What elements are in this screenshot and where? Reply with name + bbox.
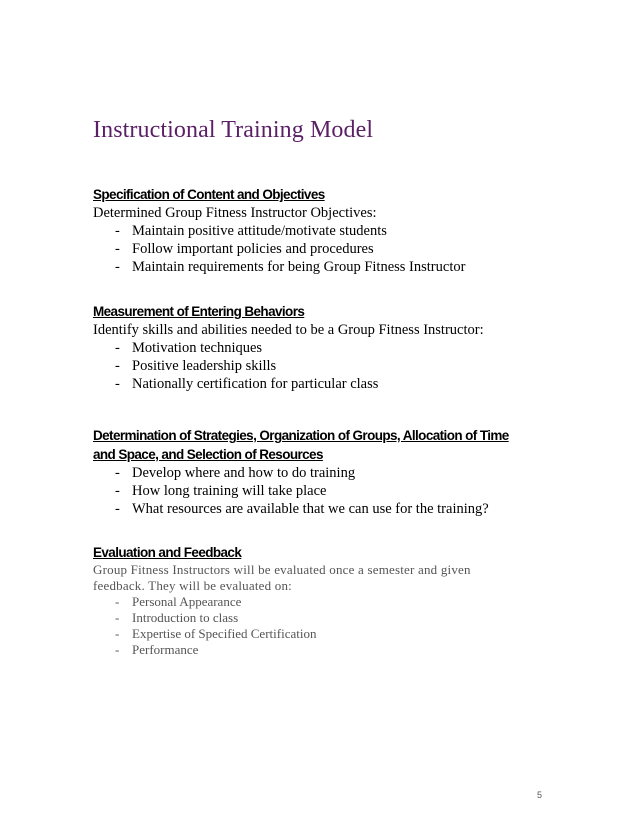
bullet-list	[93, 594, 563, 658]
section-specification	[93, 186, 563, 276]
list-item: - Maintain positive attitude/motivate students	[115, 223, 387, 239]
list-item: - Performance	[115, 642, 199, 657]
bullet-list	[93, 464, 563, 518]
section-intro: Determined Group Fitness Instructor Objectives:	[93, 205, 377, 221]
list-item: - Personal Appearance	[115, 594, 242, 609]
section-measurement	[93, 303, 563, 393]
list-item: - What resources are available that we can use for the training?	[115, 501, 489, 517]
section-evaluation	[93, 544, 563, 658]
section-intro: Identify skills and abilities needed to be a Group Fitness Instructor:	[93, 322, 484, 338]
list-item: - Maintain requirements for being Group Fitness Instructor	[115, 259, 466, 275]
list-item: - Follow important policies and procedures	[115, 241, 374, 257]
list-item: - Positive leadership skills	[115, 358, 277, 374]
section-intro-line2: feedback. They will be evaluated on:	[93, 578, 292, 593]
bullet-list	[93, 339, 563, 393]
section-determination	[93, 426, 563, 518]
list-item: - Motivation techniques	[115, 340, 263, 356]
list-item: - Nationally certification for particular class	[115, 376, 379, 392]
section-heading: Measurement of Entering Behaviors	[93, 304, 305, 319]
section-heading-line2: and Space, and Selection of Resources	[93, 447, 323, 462]
list-item: - Introduction to class	[115, 610, 239, 625]
bullet-list	[93, 222, 563, 276]
list-item: - Develop where and how to do training	[115, 465, 356, 481]
section-heading: Evaluation and Feedback	[93, 545, 242, 560]
page-title: Instructional Training Model	[93, 117, 374, 143]
page-number: 5	[537, 790, 543, 800]
list-item: - How long training will take place	[115, 483, 327, 499]
section-heading-line1: Determination of Strategies, Organization of Groups, Allocation of Time	[93, 428, 509, 443]
section-heading: Specification of Content and Objectives	[93, 187, 325, 202]
section-intro-line1: Group Fitness Instructors will be evaluated once a semester and given	[93, 562, 471, 577]
list-item: - Expertise of Specified Certification	[115, 626, 317, 641]
